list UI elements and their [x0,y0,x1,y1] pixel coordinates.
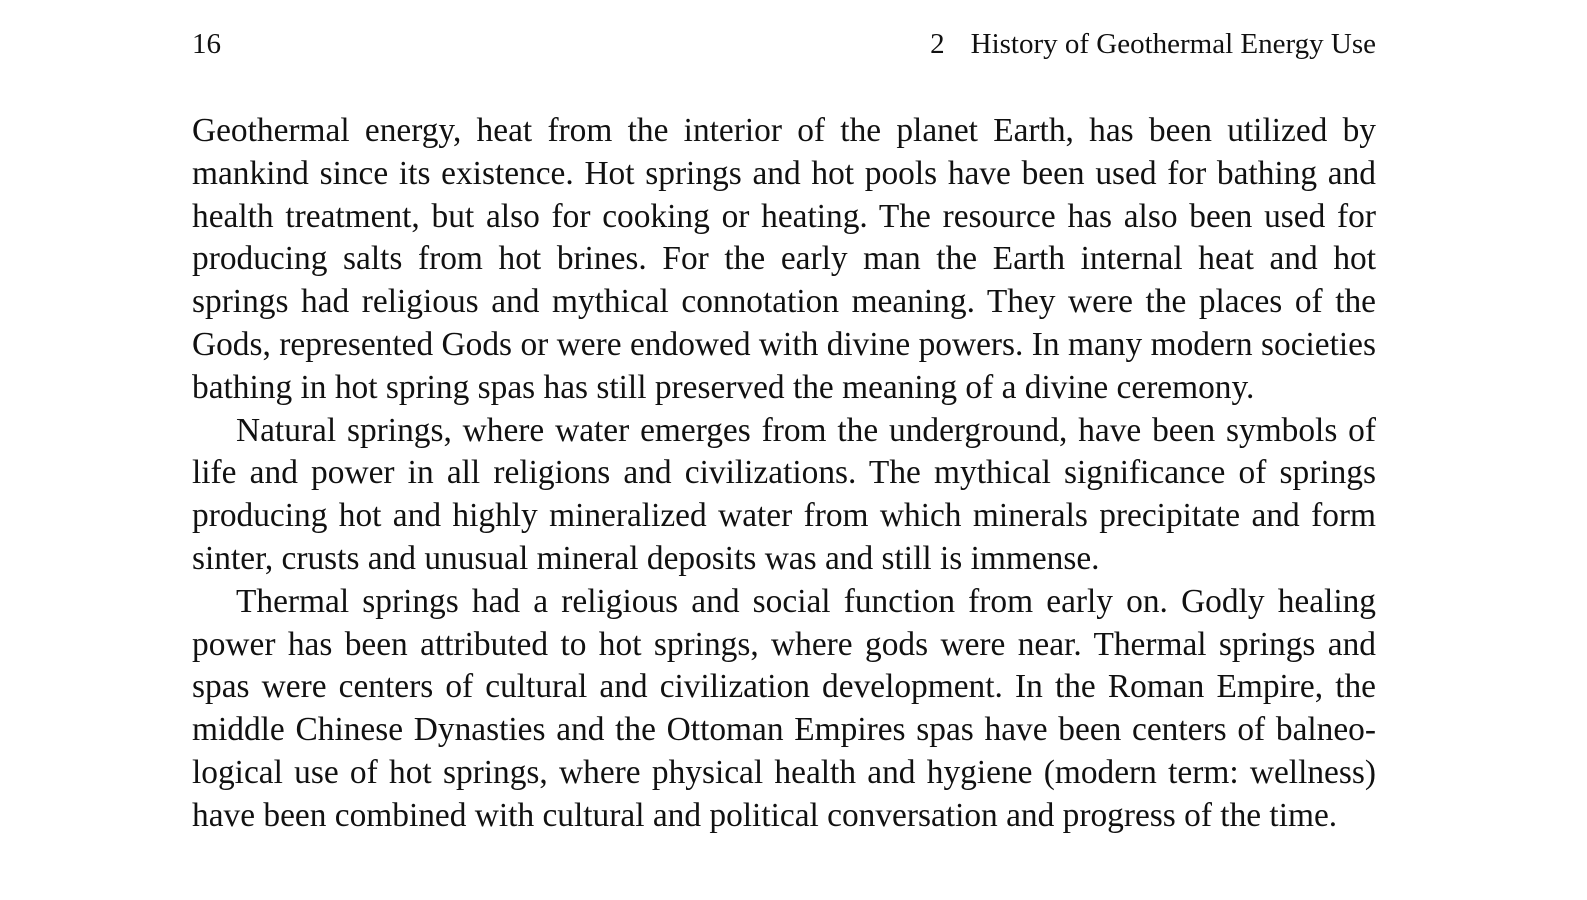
page-number: 16 [192,28,221,60]
paragraph: Geothermal energy, heat from the interior of the planet Earth, has been utilized by mankind since its existence. Hot springs and hot pools have been used for bathing and health treatment, but also for cooking or heating. The resource has also been used for producing salts from hot brines. For the early man the Earth internal heat and hot springs had religious and mythical connotation meaning. They were the places of the Gods, represented Gods or were endowed with divine powers. In many modern societies bathing in hot spring spas has still preserved the meaning of a divine ceremony. [192,112,1376,406]
chapter-number: 2 [930,28,945,60]
running-header [192,24,1376,64]
body-text [192,110,1376,838]
document-page [192,0,1376,900]
paragraph: Natural springs, where water emerges from the underground, have been symbols of life and power in all religions and civilizations. The mythical significance of springs producing hot and highly mineralized water from which minerals precipitate and form sinter, crusts and unusual mineral deposits was and still is immense. [192,411,1376,577]
paragraph: Thermal springs had a religious and social function from early on. Godly healing power has been attributed to hot springs, where gods were near. Thermal springs and spas were centers of cultural and civilization development. In the Roman Empire, the middle Chinese Dynasties and the Ottoman Empires spas have been centers of balneological use of hot springs, where physical health and hygiene (modern term: wellness) have been combined with cultural and political conversation and progress of the time. [192,582,1376,834]
chapter-title: History of Geothermal Energy Use [970,28,1376,60]
chapter-reference [930,24,1376,64]
